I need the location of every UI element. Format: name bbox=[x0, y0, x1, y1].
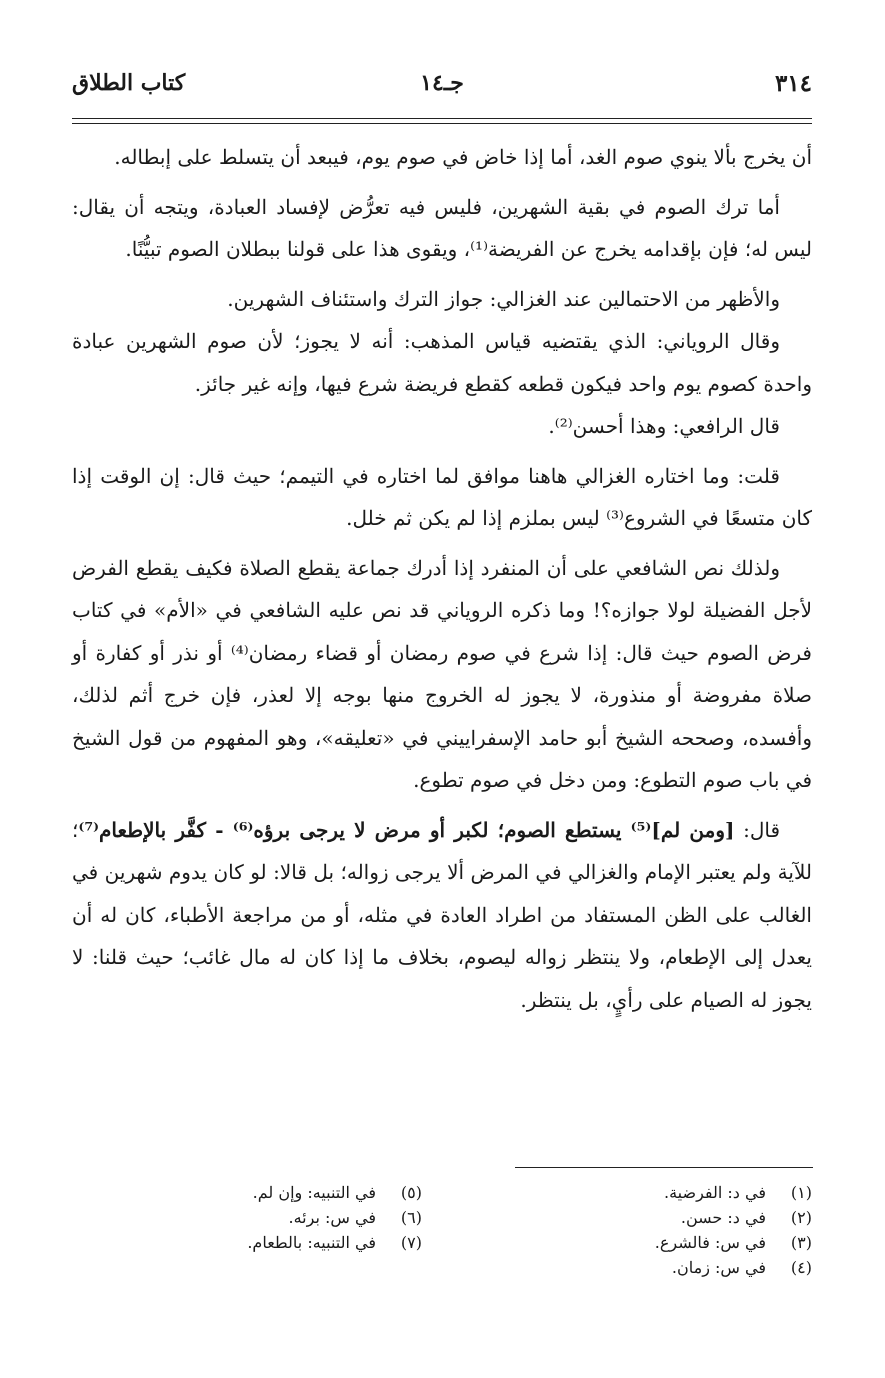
volume-label: جـ١٤ bbox=[420, 70, 464, 96]
header-rule-bottom bbox=[72, 123, 812, 124]
footnote bbox=[247, 1180, 422, 1205]
book-title: كتاب الطلاق bbox=[72, 70, 186, 96]
footnote-text: في التنبيه: وإن لم. bbox=[252, 1183, 376, 1202]
footnote-number: (١) bbox=[790, 1183, 812, 1202]
footnote bbox=[655, 1180, 812, 1205]
footnote-text: في س: فالشرع. bbox=[654, 1233, 766, 1252]
quote-commentary: ؛ للآية ولم يعتبر الإمام والغزالي في المرض ألا يرجى زواله؛ بل قالا: لو كان يدوم شهرين في الغالب على الظن المستفاد من اطراد العادة في مثله، أو من مراجعة الأطباء، كان له أن يعدل إلى الإطعام، ولا ينتظر زواله ليصوم، بخلاف ما إذا كان له مال غائب؛ حيث قلنا: لا يجوز له الصيام على رأيٍ، بل ينتظر. bbox=[72, 817, 812, 1012]
page-number: ٣١٤ bbox=[774, 70, 812, 97]
footnotes-column-right bbox=[655, 1180, 812, 1280]
paragraph: والأظهر من الاحتمالين عند الغزالي: جواز الترك واستئناف الشهرين. bbox=[227, 286, 780, 311]
paragraph-gap bbox=[72, 271, 812, 278]
footnote-text: في التنبيه: بالطعام. bbox=[247, 1233, 376, 1252]
paragraph-gap bbox=[72, 448, 812, 455]
footnote-number: (٥) bbox=[400, 1183, 422, 1202]
running-header bbox=[72, 70, 812, 110]
footnote bbox=[655, 1230, 812, 1255]
footnote-text: في س: زمان. bbox=[671, 1258, 766, 1277]
footnote-number: (٦) bbox=[400, 1208, 422, 1227]
footnote-text: في د: حسن. bbox=[680, 1208, 766, 1227]
footnote-number: (٢) bbox=[790, 1208, 812, 1227]
footnote bbox=[655, 1205, 812, 1230]
paragraph-gap bbox=[72, 540, 812, 547]
paragraph-gap bbox=[72, 802, 812, 809]
paragraph: ولذلك نص الشافعي على أن المنفرد إذا أدرك جماعة يقطع الصلاة فكيف يقطع الفرض لأجل الفضيلة لولا جوازه؟! وما ذكره الروياني قد نص عليه الشافعي في «الأم» في كتاب فرض الصوم حيث قال: إذا شرع في صوم رمضان أو قضاء رمضان⁽⁴⁾ أو نذر أو كفارة أو صلاة مفروضة أو منذورة، لا يجوز له الخروج منها بوجه إلا لعذر، فإن خرج أثم لذلك، وأفسده، وصححه الشيخ أبو حامد الإسفراييني في «تعليقه»، وهو المفهوم من قول الشيخ في باب صوم التطوع: ومن دخل في صوم تطوع. bbox=[72, 555, 812, 792]
paragraph: قلت: وما اختاره الغزالي هاهنا موافق لما اختاره في التيمم؛ حيث قال: إن الوقت إذا كان متسعًا في الشروع⁽³⁾ ليس بملزم إذا لم يكن ثم خلل. bbox=[72, 463, 812, 530]
footnote-number: (٧) bbox=[400, 1233, 422, 1252]
paragraph: قال الرافعي: وهذا أحسن⁽²⁾. bbox=[548, 414, 780, 438]
footnotes-column-left bbox=[247, 1180, 422, 1255]
footnote-text: في د: الفرضية. bbox=[664, 1183, 766, 1202]
footnote-number: (٣) bbox=[790, 1233, 812, 1252]
paragraph: أما ترك الصوم في بقية الشهرين، فليس فيه تعرُّض لإفساد العبادة، ويتجه أن يقال: ليس له؛ فإن بإقدامه يخرج عن الفريضة⁽¹⁾، ويقوى هذا على قولنا ببطلان الصوم تبيُّنًا. bbox=[72, 194, 812, 261]
quoted-text-paragraph bbox=[72, 809, 812, 1022]
quote-lead: قال: bbox=[734, 817, 781, 842]
header-rule-top bbox=[72, 118, 812, 119]
paragraph: أن يخرج بألا ينوي صوم الغد، أما إذا خاض في صوم يوم، فيبعد أن يتسلط على إبطاله. bbox=[114, 145, 812, 169]
footnote bbox=[247, 1230, 422, 1255]
footnote bbox=[655, 1255, 812, 1280]
paragraph: وقال الروياني: الذي يقتضيه قياس المذهب: أنه لا يجوز؛ لأن صوم الشهرين عبادة واحدة كصوم يوم واحد فيكون قطعه كقطع فريضة شرع فيها، وإنه غير جائز. bbox=[72, 329, 812, 396]
quoted-matn: [ومن لم]⁽⁵⁾ يستطع الصوم؛ لكبر أو مرض لا يرجى برؤه⁽⁶⁾ - كفَّر بالإطعام⁽⁷⁾ bbox=[78, 817, 735, 842]
footnote-number: (٤) bbox=[790, 1258, 812, 1277]
footnote-separator bbox=[515, 1167, 813, 1168]
paragraph-gap bbox=[72, 179, 812, 186]
footnote-text: في س: برئه. bbox=[288, 1208, 376, 1227]
main-text bbox=[72, 136, 812, 1021]
footnote bbox=[247, 1205, 422, 1230]
